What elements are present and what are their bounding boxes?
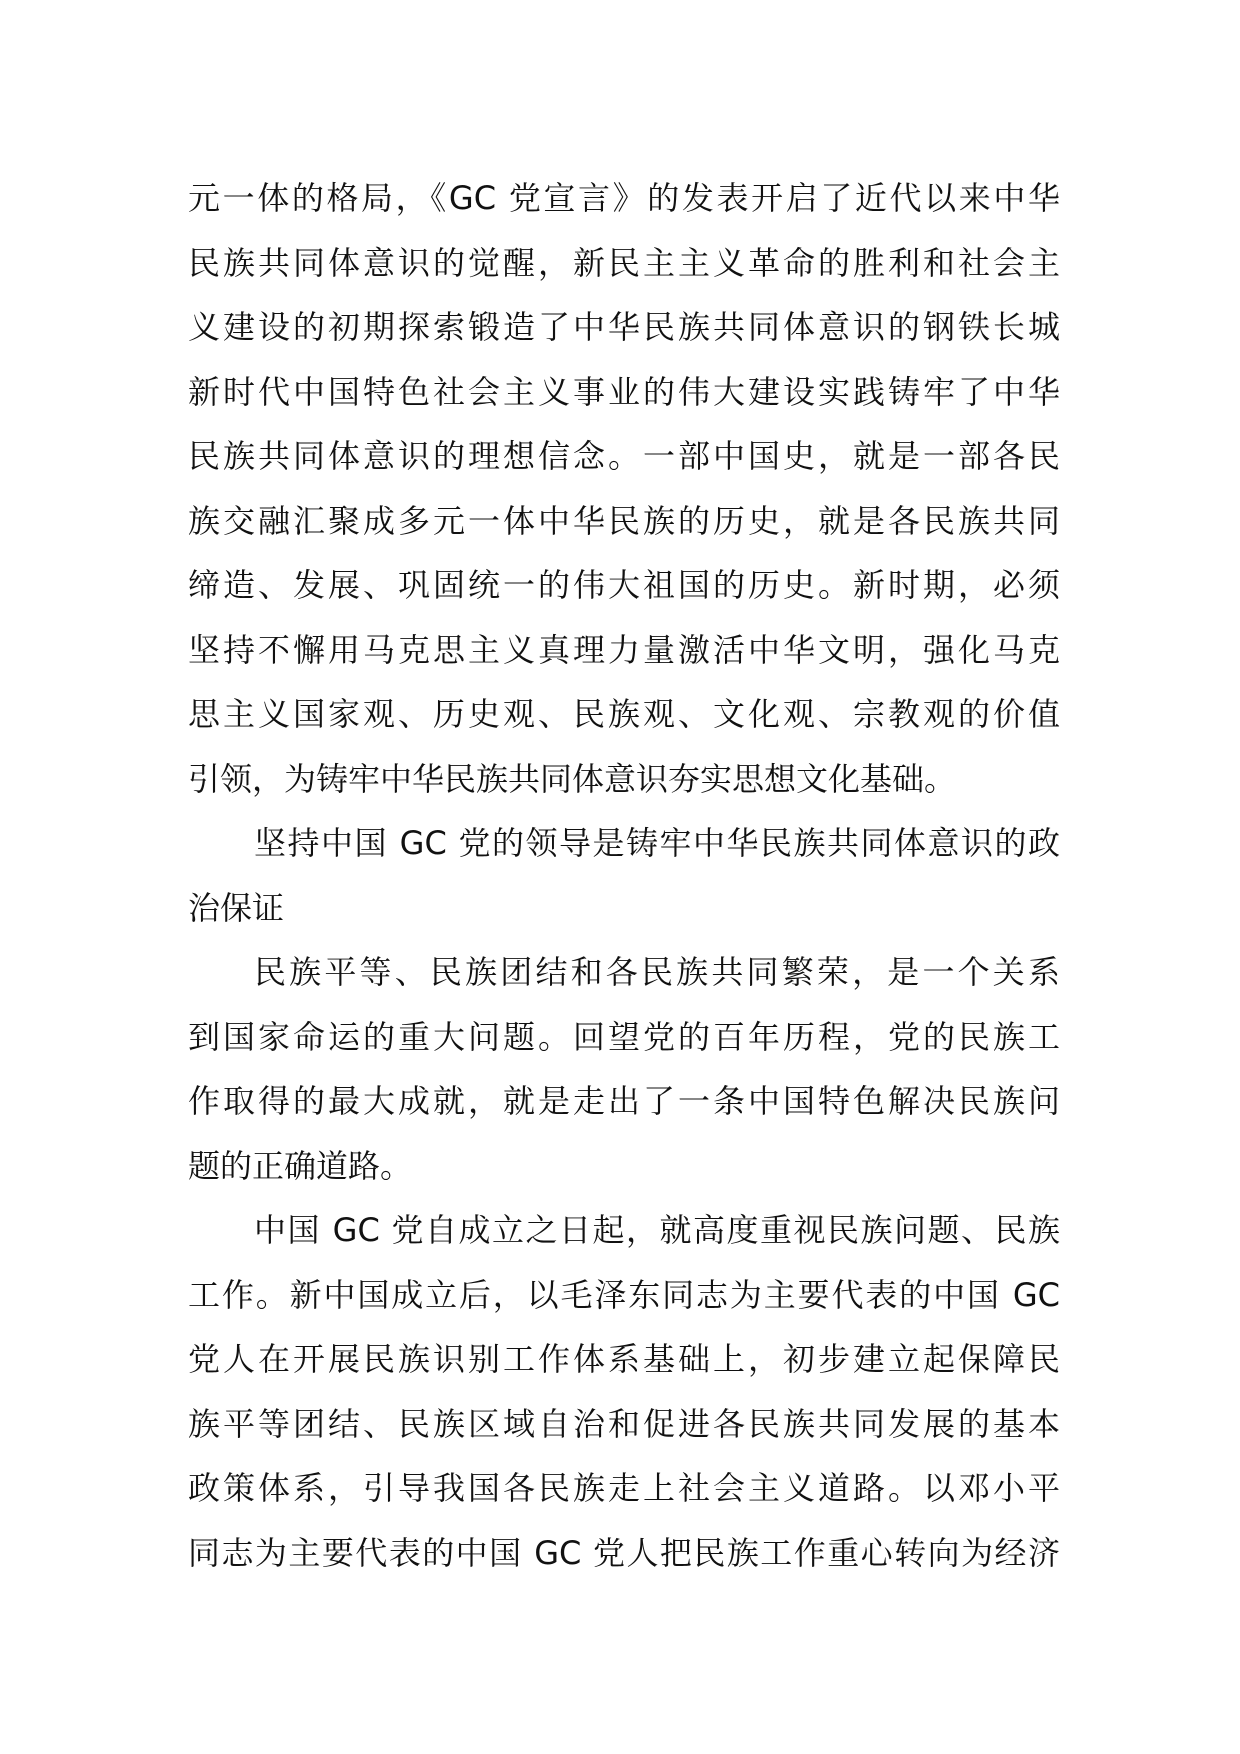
text-line: 政策体系，引导我国各民族走上社会主义道路。以邓小平 [188, 1469, 1060, 1507]
text-line: 思主义国家观、历史观、民族观、文化观、宗教观的价值 [188, 695, 1060, 733]
section-heading-line: 坚持中国 GC 党的领导是铸牢中华民族共同体意识的政 [254, 824, 1060, 862]
text-line: 中国 GC 党自成立之日起，就高度重视民族问题、民族 [254, 1211, 1060, 1249]
text-line: 引领，为铸牢中华民族共同体意识夯实思想文化基础。 [188, 759, 957, 798]
section-heading-line: 治保证 [188, 888, 285, 927]
text-line: 族交融汇聚成多元一体中华民族的历史，就是各民族共同 [188, 501, 1060, 540]
text-line: 坚持不懈用马克思主义真理力量激活中华文明，强化马克 [188, 630, 1060, 669]
text-line: 作取得的最大成就，就是走出了一条中国特色解决民族问 [188, 1082, 1060, 1120]
body-text [188, 166, 1060, 1585]
text-line: 民族平等、民族团结和各民族共同繁荣，是一个关系 [254, 953, 1060, 991]
text-line: 新时代中国特色社会主义事业的伟大建设实践铸牢了中华 [188, 372, 1060, 411]
text-line: 同志为主要代表的中国 GC 党人把民族工作重心转向为经济 [188, 1533, 1060, 1572]
text-line: 民族共同体意识的觉醒，新民主主义革命的胜利和社会主 [188, 243, 1060, 282]
text-line: 元一体的格局，《GC 党宣言》的发表开启了近代以来中华 [188, 179, 1060, 217]
text-line: 题的正确道路。 [188, 1146, 413, 1185]
text-line: 党人在开展民族识别工作体系基础上，初步建立起保障民 [188, 1340, 1060, 1378]
text-line: 到国家命运的重大问题。回望党的百年历程，党的民族工 [188, 1017, 1060, 1056]
text-line: 民族共同体意识的理想信念。一部中国史，就是一部各民 [188, 437, 1060, 475]
text-line: 缔造、发展、巩固统一的伟大祖国的历史。新时期，必须 [188, 566, 1060, 604]
text-line: 工作。新中国成立后，以毛泽东同志为主要代表的中国 GC [188, 1275, 1060, 1314]
text-line: 族平等团结、民族区域自治和促进各民族共同发展的基本 [188, 1404, 1060, 1443]
text-line: 义建设的初期探索锻造了中华民族共同体意识的钢铁长城 [188, 308, 1060, 346]
